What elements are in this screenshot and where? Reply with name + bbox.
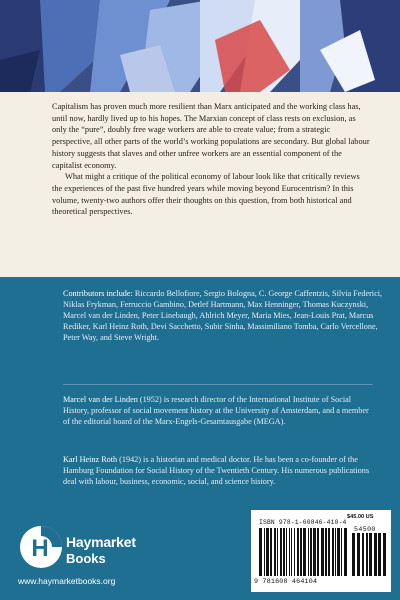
cover-artwork bbox=[0, 0, 400, 92]
barcode-bar bbox=[369, 533, 372, 576]
barcode-bar bbox=[325, 528, 327, 576]
barcode-bar bbox=[374, 533, 377, 576]
contributors-label: Contributors include: bbox=[63, 289, 133, 298]
barcode-bar bbox=[352, 533, 355, 576]
barcode-bar bbox=[335, 528, 336, 576]
barcode-bar bbox=[362, 533, 364, 576]
author-bio-1 bbox=[63, 394, 373, 427]
barcode-bar bbox=[294, 528, 295, 576]
barcode-bar bbox=[289, 528, 290, 576]
barcode-bar bbox=[297, 528, 299, 576]
barcode-bar bbox=[337, 528, 340, 576]
barcode-bar bbox=[383, 533, 386, 576]
barcode-bar bbox=[366, 533, 368, 576]
barcode-bar bbox=[378, 533, 381, 576]
barcode-bar bbox=[341, 528, 342, 576]
publisher-name: Haymarket bbox=[66, 534, 136, 550]
author-bio-2 bbox=[63, 454, 373, 487]
publisher-name-line2: Books bbox=[66, 551, 106, 566]
barcode-bar bbox=[283, 528, 285, 576]
barcode-bar bbox=[317, 528, 319, 576]
ean-barcode-bars bbox=[259, 528, 347, 576]
publisher-website: www.haymarketbooks.org bbox=[18, 576, 116, 586]
barcode-bar bbox=[308, 528, 309, 576]
barcode-bar bbox=[310, 528, 312, 576]
barcode-bar bbox=[280, 528, 282, 576]
author-name-1: Marcel van der Linden bbox=[63, 395, 138, 404]
barcode-bar bbox=[286, 528, 287, 576]
contributors-block bbox=[63, 288, 383, 343]
isbn-label: ISBN 978-1-60846-410-4 bbox=[259, 519, 347, 526]
barcode-bar bbox=[259, 528, 262, 576]
description-paragraph-1: Capitalism has proven much more resilient than Marx anticipated and the working class has, until now, hardly lived up to his hopes. The Marxian concept of class rests on exclusion, as only the “pure”, doubly free wage workers are able to create value; from a strategic perspective, all other parts of the world’s working populations are secondary. But global labour history suggests that slaves and other unfree workers are an essential component of the capitalist economy. bbox=[52, 102, 370, 170]
section-divider bbox=[63, 384, 373, 385]
publisher-logo bbox=[18, 524, 148, 570]
barcode-bar bbox=[313, 528, 316, 576]
barcode-bar bbox=[328, 528, 330, 576]
barcode-bar bbox=[357, 533, 360, 576]
description-paragraph-2: What might a critique of the political economy of labour look like that critically reviews the experiences of the past five hundred years while moving beyond Eurocentrism? In this volume, twenty-two authors offer their thoughts on this question, from both historical and theoretical perspectives. bbox=[52, 172, 360, 217]
barcode-bar bbox=[291, 528, 292, 576]
barcode-bar bbox=[277, 528, 278, 576]
ean-number: 9 781608 464104 bbox=[254, 578, 318, 586]
author-bio-text-2: (1942) is a historian and medical doctor. He has been a co-founder of the Hamburg Foundation for Social History of the Twentieth Century. His numerous publications deal with labour, business, economic, social, and science history. bbox=[63, 455, 370, 487]
barcode-bar bbox=[321, 528, 324, 576]
barcode-bar bbox=[332, 528, 334, 576]
barcode-bar bbox=[300, 528, 302, 576]
barcode-bar bbox=[274, 528, 276, 576]
price-label: $45.00 US bbox=[347, 514, 374, 520]
description-panel bbox=[0, 92, 400, 277]
contributors-list: Riccardo Bellofiore, Sergio Bologna, C. George Caffentzis, Silvia Federici, Niklas Frykman, Ferruccio Gambino, Detlef Hartmann, Max Henninger, Thomas Kuczynski, Marcel van der Linden, Peter Linebaugh, Ahlrich Meyer, Maria Mies, Jean-Louis Prat, Marcus Rediker, Karl Heinz Roth, Devi Sacchetto, Subir Sinha, Massimiliano Tomba, Carlo Vercellone, Peter Way, and Steve Wright. bbox=[63, 289, 383, 343]
barcode-bar bbox=[266, 528, 269, 576]
barcode-bar bbox=[303, 528, 306, 576]
barcode-bar bbox=[270, 528, 272, 576]
barcode-bar bbox=[344, 528, 347, 576]
haymarket-logo-icon bbox=[18, 524, 64, 570]
author-bio-text-1: (1952) is research director of the International Institute of Social History, professor of social movement history at the University of Amsterdam, and a member of the editorial board of the Marx-Engels-Gesamtausgabe (MEGA). bbox=[63, 395, 369, 427]
author-name-2: Karl Heinz Roth bbox=[63, 455, 118, 464]
logo-letter: H bbox=[31, 535, 49, 562]
addon-barcode-bars bbox=[352, 533, 386, 576]
price-addon-number: 54500 bbox=[354, 526, 376, 533]
barcode-bar bbox=[264, 528, 265, 576]
